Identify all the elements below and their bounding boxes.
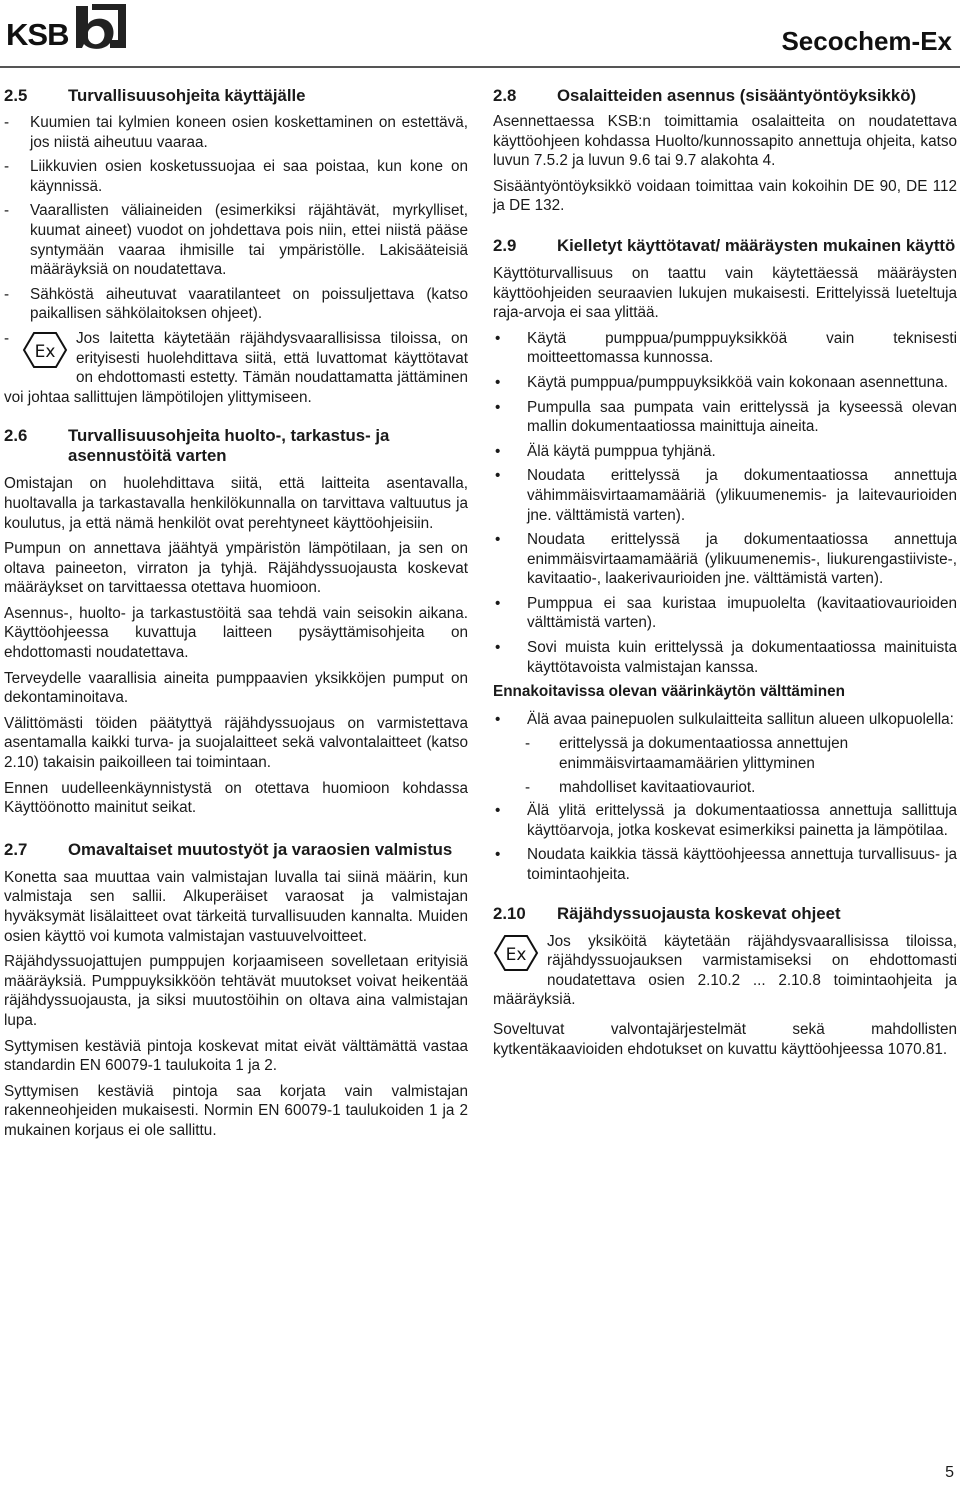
section-heading-2-7: 2.7 Omavaltaiset muutostyöt ja varaosien valmistus	[4, 839, 453, 859]
bullet-item: • Älä avaa painepuolen sulkulaitteita sallitun alueen ulkopuolella:	[495, 710, 954, 728]
document-title: Secochem-Ex	[781, 26, 952, 56]
dash-item: - Liikkuvien osien kosketussuojaa ei saa poistaa, kun kone on käynnissä.	[4, 158, 468, 195]
dash-item: - Kuumien tai kylmien koneen osien koskettaminen on estettävä, jos niistä aiheutuu vaaraa.	[4, 114, 468, 151]
right-column	[493, 86, 957, 1065]
paragraph: Asennettaessa KSB:n toimittamia osalaitteita on noudatettava käyttöohjeen kohdassa Huolto/kunnossapito annettuja ohjeita, katso luvun 7.5.2 ja luvun 9.6 tai 9.7 alakohta 4.	[493, 113, 957, 170]
paragraph: Räjähdyssuojattujen pumppujen korjaamiseen sovelletaan erityisiä määräyksiä. Pumppuyksikköön tehtävät muutokset voivat heikentää räjähdyssuojausta, ja siksi muutostöihin on oltava aina valmistajan lupa.	[4, 953, 468, 1029]
paragraph: Välittömästi töiden päätyttyä räjähdyssuojaus on varmistettava asentamalla kaikki turva- ja suojalaitteet sekä valvontalaitteet (katso 2.10) takaisin paikoilleen tai toimintaan.	[4, 714, 468, 772]
paragraph: Käyttöturvallisuus on taattu vain käytettäessä määräysten käyttöohjeiden seuraavien lukujen mukaisesti. Erittelyissä lueteltuja raja-arvoja ei saa ylittää.	[493, 264, 957, 322]
dash-item: - Vaarallisten väliaineiden (esimerkiksi räjähtävät, myrkylliset, kuumat aineet) vuodot on johdettava pois niin, ettei niistä pääse syntymään vaaraa ihmisille tai ympäristölle. Lakisääteisiä määräyksiä on noudatettava.	[4, 202, 468, 279]
svg-text:Ex: Ex	[505, 944, 527, 965]
left-column	[4, 86, 468, 1147]
logo-text: KSB	[6, 17, 69, 52]
paragraph: Omistajan on huolehdittava siitä, että laitteita asentavalla, huoltavalla ja tarkastavalla henkilökunnalla on tarvittava valtuutus ja koulutus, ja että nämä henkilöt ovat perehtyneet käyttöohjeisiin.	[4, 475, 468, 532]
bullet-item: • Noudata erittelyssä ja dokumentaatiossa annettuja enimmäisvirtaamamääriä (ylikuumenemis-, liukurengastiiviste-, kavitaatio-, laakerivaurioiden jne. välttämistä varten).	[495, 531, 957, 588]
sub-dash-item: - erittelyssä ja dokumentaatiossa annettujen enimmäisvirtaamamäärien ylittyminen	[525, 735, 849, 773]
sub-list	[493, 734, 957, 797]
section-heading-2-8: 2.8 Osalaitteiden asennus (sisääntyöntöyksikkö)	[493, 86, 917, 105]
paragraph: Soveltuvat valvontajärjestelmät sekä mahdollisten kytkentäkaavioiden ehdotukset on kuvattu käyttöohjeessa 1070.81.	[493, 1020, 957, 1058]
page-header	[0, 0, 960, 66]
section-heading-2-10: 2.10 Räjähdyssuojausta koskevat ohjeet	[493, 903, 841, 923]
page-number: 5	[945, 1464, 954, 1481]
header-divider	[0, 66, 960, 68]
paragraph: Ennen uudelleenkäynnistystä on otettava huomioon kohdassa Käyttöönotto mainitut seikat.	[4, 779, 468, 817]
paragraph: Pumpun on annettava jäähtyä ympäristön lämpötilaan, ja sen on oltava paineeton, virraton ja tyhjä. Räjähdyssuojausta koskevat määräykset on tarvittaessa otettava huomioon.	[4, 540, 468, 597]
bullet-item: • Pumpulla saa pumpata vain erittelyssä ja kyseessä olevan mallin dokumentaatiossa mainittuja aineita.	[495, 398, 957, 436]
bullet-item: • Älä käytä pumppua tyhjänä.	[495, 442, 716, 460]
bullet-item: • Sovi muista kuin erittelyssä ja dokumentaatiossa mainituista käyttötavoista valmistajan kanssa.	[495, 639, 957, 676]
bullet-item: • Käytä pumppua/pumppuyksikköä vain teknisesti moitteettomassa kunnossa.	[495, 329, 957, 367]
ex-warning-icon	[22, 331, 68, 369]
section-heading-2-6: 2.6 Turvallisuusohjeita huolto-, tarkastus- ja asennustöitä varten	[4, 426, 390, 466]
paragraph: Terveydelle vaarallisia aineita pumppaavien yksikköjen pumput on dekontaminoitava.	[4, 669, 468, 707]
dash-item: - Sähköstä aiheutuvat vaaratilanteet on poissuljettava (katso paikallisen sähkölaitoksen ohjeet).	[4, 285, 468, 323]
subheading-misuse: Ennakoitavissa olevan väärinkäytön välttäminen	[493, 683, 845, 701]
bullet-item: • Älä ylitä erittelyssä ja dokumentaatiossa annettuja sallittuja käyttöarvoja, jotka koskevat esimerkiksi painetta ja lämpötilaa.	[495, 802, 957, 839]
section-heading-2-9: 2.9 Kielletyt käyttötavat/ määräysten mukainen käyttö	[493, 235, 956, 255]
ksb-logo	[6, 2, 128, 52]
bullet-item: • Noudata erittelyssä ja dokumentaatiossa annettuja vähimmäisvirtaamamääriä (ylikuumenemis- ja laitevaurioiden jne. välttämistä varten).	[495, 467, 957, 524]
sub-dash-item: - mahdolliset kavitaatiovauriot.	[525, 778, 756, 796]
paragraph: Konetta saa muuttaa vain valmistajan luvalla tai siinä määrin, kun valmistaja sen sallii. Alkuperäiset varaosat ja valmistajan hyväksymät lisälaitteet ovat tärkeitä turvallisuuden kannalta. Muiden osien käyttö voi kumota valmistajan vastuuvelvoitteet.	[4, 868, 468, 945]
paragraph: Syttymisen kestäviä pintoja koskevat mitat eivät välttämättä vastaa standardin EN 60079-1 taulukoita 1 ja 2.	[4, 1037, 468, 1075]
ex-dash-item: - Ex Jos laitetta käytetään räjähdysvaarallisissa tiloissa, on erityisesti huolehdittava siitä, että luvattomat käyttötavat on ehdottomasti estetty. Tämän noudattamatta jättäminen voi johtaa sallittujen lämpötilojen ylittymiseen.	[4, 329, 468, 406]
ex-paragraph: Ex Jos yksiköitä käytetään räjähdysvaarallisissa tiloissa, räjähdyssuojauksen varmistamiseksi on ehdottomasti noudatettava osien 2.10.2 ... 2.10.8 toimintaohjeita ja määräyksiä.	[493, 932, 957, 1009]
ex-warning-icon	[493, 934, 539, 972]
paragraph: Sisääntyöntöyksikkö voidaan toimittaa vain kokoihin DE 90, DE 112 ja DE 132.	[493, 177, 957, 215]
section-heading-2-5: 2.5 Turvallisuusohjeita käyttäjälle	[4, 86, 306, 105]
bullet-item: • Noudata kaikkia tässä käyttöohjeessa annettuja turvallisuus- ja toimintaohjeita.	[495, 846, 957, 883]
paragraph: Syttymisen kestäviä pintoja saa korjata vain valmistajan rakenneohjeiden mukaisesti. Normin EN 60079-1 taulukoiden 1 ja 2 mukainen korjaus ei ole sallittu.	[4, 1082, 468, 1139]
bullet-item: • Käytä pumppua/pumppuyksikköä vain kokonaan asennettuna.	[495, 373, 948, 391]
bullet-item: • Pumppua ei saa kuristaa imupuolelta (kavitaatiovaurioiden välttämistä varten).	[495, 594, 957, 632]
paragraph: Asennus-, huolto- ja tarkastustöitä saa tehdä vain seisokin aikana. Käyttöohjeessa kuvattuja laitteen pysäyttämisohjeita on ehdottomasti noudatettava.	[4, 604, 468, 662]
ksb-logo-mark-icon	[72, 2, 128, 52]
svg-text:Ex: Ex	[34, 341, 56, 362]
